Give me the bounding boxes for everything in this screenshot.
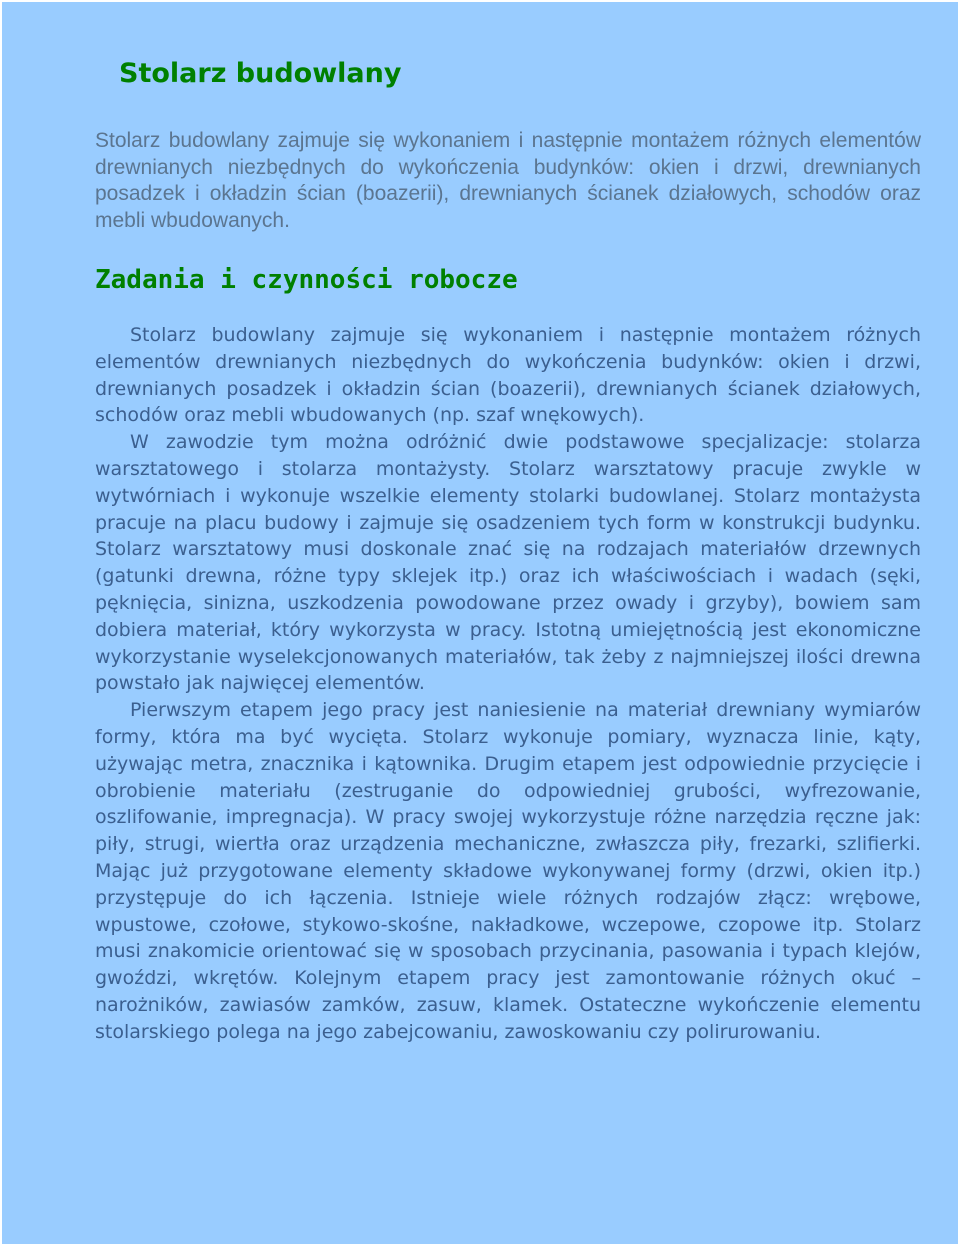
section-heading: Zadania i czynności robocze [95, 265, 518, 295]
document-title: Stolarz budowlany [119, 58, 402, 89]
intro-paragraph: Stolarz budowlany zajmuje się wykonaniem i następnie montażem różnych elementów drewnianych niezbędnych do wykończenia budynków: okien i drzwi, drewnianych posadzek i okładzin ścian (boazerii), drewnianych ścianek działowych, schodów oraz mebli wbudowanych. [95, 129, 921, 232]
document-page [2, 2, 958, 1244]
body-paragraph: W zawodzie tym można odróżnić dwie podstawowe specjalizacje: stolarza warsztatowego i stolarza montażysty. Stolarz warsztatowy pracuje zwykle w wytwórniach i wykonuje wszelkie elementy stolarki budowlanej. Stolarz montażysta pracuje na placu budowy i zajmuje się osadzeniem tych form w konstrukcji budynku. Stolarz warsztatowy musi doskonale znać się na rodzajach materiałów drzewnych (gatunki drewna, różne typy sklejek itp.) oraz ich właściwościach i wadach (sęki, pęknięcia, sinizna, uszkodzenia powodowane przez owady i grzyby), bowiem sam dobiera materiał, który wykorzysta w pracy. Istotną umiejętnością jest ekonomiczne wykorzystanie wyselekcjonowanych materiałów, tak żeby z najmniejszej ilości drewna powstało jak najwięcej elementów. [95, 431, 921, 695]
body-paragraph: Stolarz budowlany zajmuje się wykonaniem i następnie montażem różnych elementów drewnianych niezbędnych do wykończenia budynków: okien i drzwi, drewnianych posadzek i okładzin ścian (boazerii), drewnianych ścianek działowych, schodów oraz mebli wbudowanych (np. szaf wnękowych). [95, 324, 921, 427]
body-paragraph: Pierwszym etapem jego pracy jest naniesienie na materiał drewniany wymiarów formy, która ma być wycięta. Stolarz wykonuje pomiary, wyznacza linie, kąty, używając metra, znacznika i kątownika. Drugim etapem jest odpowiednie przycięcie i obrobienie materiału (zestruganie do odpowiedniej grubości, wyfrezowanie, oszlifowanie, impregnacja). W pracy swojej wykorzystuje różne narzędzia ręczne jak: piły, strugi, wiertła oraz urządzenia mechaniczne, zwłaszcza piły, frezarki, szlifierki. Mając już przygotowane elementy składowe wykonywanej formy (drzwi, okien itp.) przystępuje do ich łączenia. Istnieje wiele różnych rodzajów złącz: wrębowe, wpustowe, czołowe, stykowo-skośne, nakładkowe, wczepowe, czopowe itp. Stolarz musi znakomicie orientować się w sposobach przycinania, pasowania i typach klejów, gwoździ, wkrętów. Kolejnym etapem pracy jest zamontowanie różnych okuć – narożników, zawiasów zamków, zasuw, klamek. Ostateczne wykończenie elementu stolarskiego polega na jego zabejcowaniu, zawoskowaniu czy polirurowaniu. [95, 699, 921, 1043]
section-body [95, 322, 921, 1046]
